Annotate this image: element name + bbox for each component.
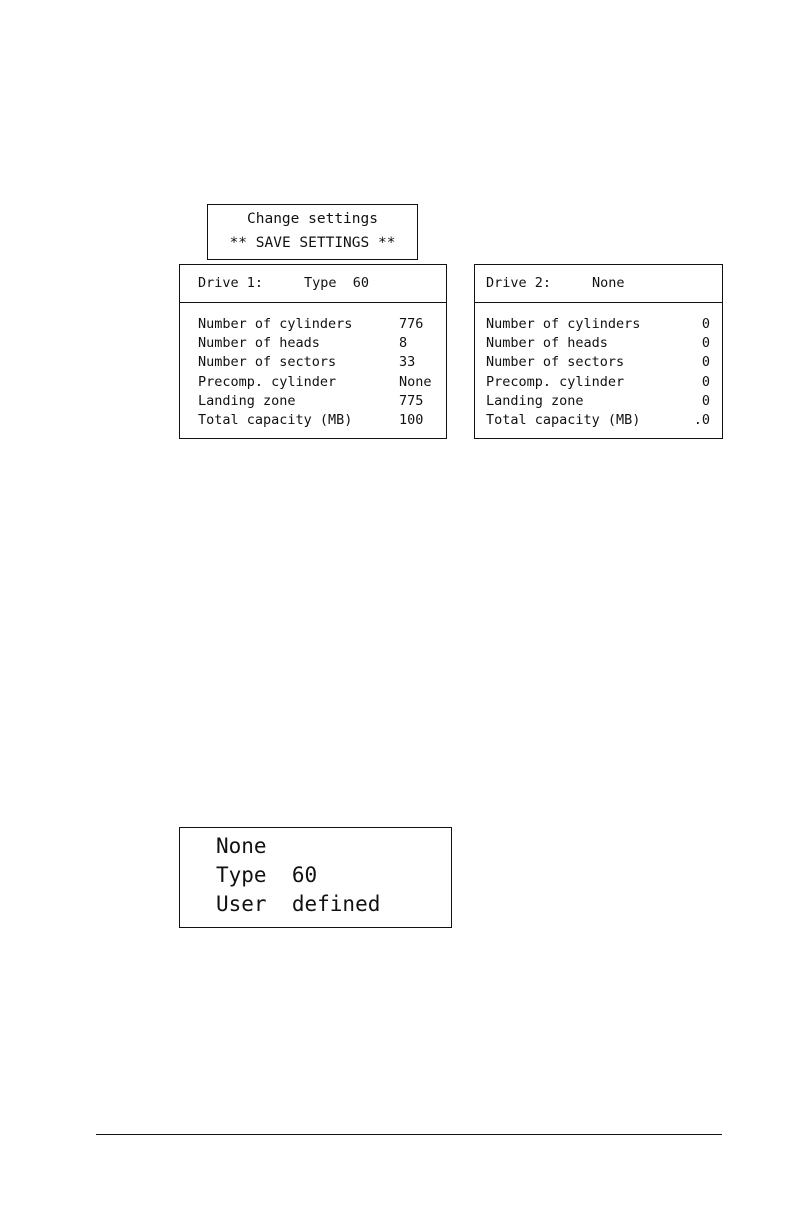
param-label: Total capacity (MB) [486,411,641,428]
param-value: 0 [701,354,710,371]
param-value: 33 [399,354,416,371]
param-value: 0 [701,373,710,390]
drive-1-row-cylinders [180,316,446,335]
drive-1-row-sectors [180,354,446,373]
param-value: 776 [399,316,424,332]
type-option-type-60[interactable]: Type 60 [216,863,318,887]
param-value: 775 [399,392,424,409]
param-label: Precomp. cylinder [486,373,625,390]
footer-divider [96,1134,722,1135]
param-label: Landing zone [486,392,584,409]
param-label: Total capacity (MB) [198,411,353,428]
drive-2-row-capacity [475,412,722,431]
param-value: .0 [693,411,710,428]
param-value: 8 [399,335,408,352]
drive-2-row-heads [475,335,722,354]
menu-item-save-settings[interactable]: ** SAVE SETTINGS ** [229,235,396,251]
drive-1-row-heads [180,335,446,354]
param-value: 0 [701,316,710,332]
param-value: 100 [399,411,424,428]
param-label: Number of sectors [198,354,337,371]
settings-menu [207,204,418,260]
param-label: Number of cylinders [486,316,641,332]
type-option-user-defined[interactable]: User defined [216,892,381,916]
drive-2-row-landing-zone [475,393,722,412]
drive-2-header [475,265,722,303]
drive-2-parameters [475,316,722,431]
drive-1-row-precomp [180,374,446,393]
param-value: 0 [701,392,710,409]
drive-1-parameters [180,316,446,431]
drive-2-row-precomp [475,374,722,393]
drive-1-header [180,265,446,303]
menu-item-change-settings[interactable]: Change settings [247,211,378,227]
drive-2-row-cylinders [475,316,722,335]
param-label: Precomp. cylinder [198,373,337,390]
drive-1-header-label: Drive 1: [198,275,264,291]
param-label: Number of sectors [486,354,625,371]
drive-2-type-field[interactable]: None [592,275,625,291]
param-label: Number of cylinders [198,316,353,332]
drive-2-panel [474,264,723,439]
drive-1-panel [179,264,447,439]
drive-1-row-landing-zone [180,393,446,412]
param-value: None [399,373,432,390]
param-label: Number of heads [198,335,320,352]
param-label: Number of heads [486,335,608,352]
param-value: 0 [701,335,710,352]
drive-2-header-label: Drive 2: [486,275,552,291]
drive-1-type-field[interactable]: Type 60 [304,275,370,291]
drive-type-list [179,827,452,928]
drive-2-row-sectors [475,354,722,373]
type-option-none[interactable]: None [216,834,267,858]
drive-1-row-capacity [180,412,446,431]
param-label: Landing zone [198,392,296,409]
